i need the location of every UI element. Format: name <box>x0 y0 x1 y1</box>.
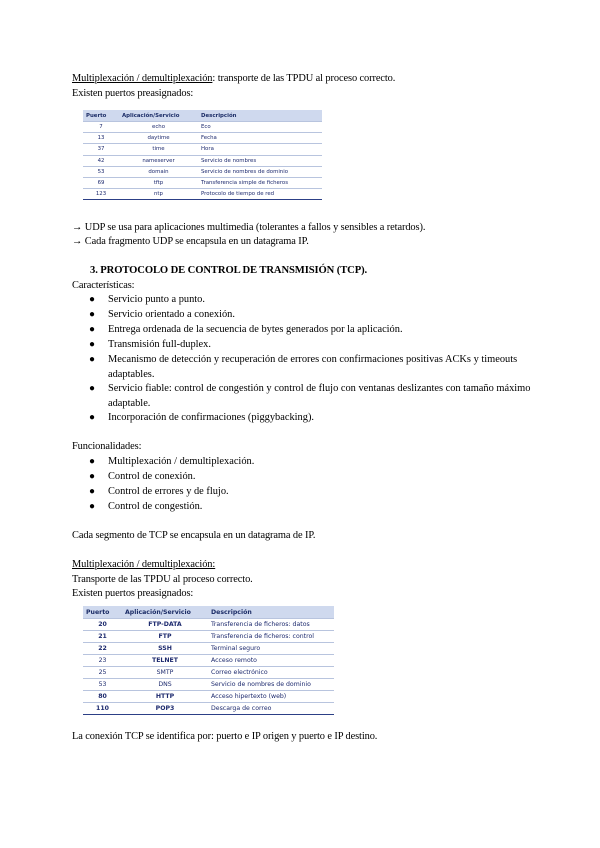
description-cell: Servicio de nombres de dominio <box>208 679 334 691</box>
table-row <box>83 655 334 667</box>
list-item: Servicio orientado a conexión. <box>108 309 235 320</box>
table-row <box>83 631 334 643</box>
mux-intro-line <box>72 72 395 86</box>
table-row <box>83 166 322 177</box>
column-header: Puerto <box>83 110 119 122</box>
table-row <box>83 679 334 691</box>
list-item: Servicio fiable: control de congestión y control de flujo con ventanas deslizantes con tamaño máximo adaptable. <box>108 383 531 409</box>
description-cell: Acceso remoto <box>208 655 334 667</box>
port-cell: 80 <box>83 691 122 703</box>
mux-title: Multiplexación / demultiplexación <box>72 73 213 84</box>
bullet-icon: ● <box>89 309 96 320</box>
port-cell: 37 <box>83 144 119 155</box>
table-header-row <box>83 606 334 619</box>
description-cell: Protocolo de tiempo de red <box>198 189 322 200</box>
port-cell: 23 <box>83 655 122 667</box>
description-cell: Correo electrónico <box>208 667 334 679</box>
bullet-icon: ● <box>89 412 96 423</box>
mux-line: Transporte de las TPDU al proceso correcto. <box>72 574 253 585</box>
mux-title-tcp: Multiplexación / demultiplexación: <box>72 559 216 570</box>
port-cell: 21 <box>83 631 122 643</box>
description-cell: Descarga de correo <box>208 703 334 715</box>
description-cell: Acceso hipertexto (web) <box>208 691 334 703</box>
ports-intro: Existen puertos preasignados: <box>72 88 194 99</box>
service-cell: tftp <box>119 177 198 188</box>
segment-line: Cada segmento de TCP se encapsula en un datagrama de IP. <box>72 530 316 541</box>
service-cell: daytime <box>119 133 198 144</box>
description-cell: Eco <box>198 122 322 133</box>
table-row <box>83 189 322 200</box>
table-row <box>83 177 322 188</box>
list-item: Transmisión full-duplex. <box>108 339 211 350</box>
description-cell: Transferencia de ficheros: control <box>208 631 334 643</box>
service-cell: POP3 <box>122 703 208 715</box>
description-cell: Servicio de nombres <box>198 155 322 166</box>
column-header: Descripción <box>208 606 334 619</box>
table-row <box>83 667 334 679</box>
service-cell: SMTP <box>122 667 208 679</box>
bullet-icon: ● <box>89 486 96 497</box>
bullet-icon: ● <box>89 339 96 350</box>
table-row <box>83 703 334 715</box>
service-cell: DNS <box>122 679 208 691</box>
udp-multimedia-line: → UDP se usa para aplicaciones multimedia (tolerantes a fallos y sensibles a retardos). <box>72 222 426 233</box>
closing-line: La conexión TCP se identifica por: puerto e IP origen y puerto e IP destino. <box>72 731 378 742</box>
port-cell: 53 <box>83 166 119 177</box>
bullet-icon: ● <box>89 354 96 365</box>
mux-title-rest: : transporte de las TPDU al proceso correcto. <box>212 73 396 84</box>
table-row <box>83 643 334 655</box>
port-cell: 42 <box>83 155 119 166</box>
description-cell: Fecha <box>198 133 322 144</box>
table-row <box>83 144 322 155</box>
description-cell: Transferencia simple de ficheros <box>198 177 322 188</box>
port-cell: 7 <box>83 122 119 133</box>
list-item: Control de conexión. <box>108 471 196 482</box>
column-header: Aplicación/Servicio <box>122 606 208 619</box>
table-row <box>83 133 322 144</box>
port-cell: 20 <box>83 619 122 631</box>
service-cell: HTTP <box>122 691 208 703</box>
list-item: Entrega ordenada de la secuencia de bytes generados por la aplicación. <box>108 324 403 335</box>
service-cell: domain <box>119 166 198 177</box>
table-row <box>83 122 322 133</box>
port-cell: 69 <box>83 177 119 188</box>
service-cell: ntp <box>119 189 198 200</box>
port-cell: 110 <box>83 703 122 715</box>
list-item: Multiplexación / demultiplexación. <box>108 456 255 467</box>
service-cell: SSH <box>122 643 208 655</box>
description-cell: Transferencia de ficheros: datos <box>208 619 334 631</box>
port-cell: 25 <box>83 667 122 679</box>
bullet-icon: ● <box>89 501 96 512</box>
column-header: Descripción <box>198 110 322 122</box>
udp-encapsulation-line: → Cada fragmento UDP se encapsula en un datagrama IP. <box>72 236 309 247</box>
service-cell: FTP-DATA <box>122 619 208 631</box>
bullet-icon: ● <box>89 456 96 467</box>
table-row <box>83 691 334 703</box>
port-cell: 22 <box>83 643 122 655</box>
bullet-icon: ● <box>89 324 96 335</box>
list-item: Control de errores y de flujo. <box>108 486 229 497</box>
bullet-icon: ● <box>89 383 96 394</box>
description-cell: Hora <box>198 144 322 155</box>
bullet-icon: ● <box>89 471 96 482</box>
ports-intro-tcp: Existen puertos preasignados: <box>72 588 194 599</box>
description-cell: Servicio de nombres de dominio <box>198 166 322 177</box>
port-cell: 123 <box>83 189 119 200</box>
port-cell: 53 <box>83 679 122 691</box>
service-cell: TELNET <box>122 655 208 667</box>
table-header-row <box>83 110 322 122</box>
characteristics-label: Características: <box>72 280 135 291</box>
service-cell: nameserver <box>119 155 198 166</box>
table-row <box>83 155 322 166</box>
table-row <box>83 619 334 631</box>
udp-ports-table <box>83 110 322 200</box>
list-item: Incorporación de confirmaciones (piggybacking). <box>108 412 315 423</box>
list-item: Servicio punto a punto. <box>108 294 205 305</box>
list-item: Control de congestión. <box>108 501 203 512</box>
list-item: Mecanismo de detección y recuperación de errores con confirmaciones positivas ACKs y timeouts adaptables. <box>108 354 518 380</box>
functionalities-label: Funcionalidades: <box>72 441 142 452</box>
section-heading: 3. PROTOCOLO DE CONTROL DE TRANSMISIÓN (TCP). <box>90 265 368 276</box>
port-cell: 13 <box>83 133 119 144</box>
bullet-icon: ● <box>89 294 96 305</box>
tcp-ports-table <box>83 606 334 715</box>
service-cell: echo <box>119 122 198 133</box>
service-cell: FTP <box>122 631 208 643</box>
service-cell: time <box>119 144 198 155</box>
description-cell: Terminal seguro <box>208 643 334 655</box>
column-header: Puerto <box>83 606 122 619</box>
column-header: Aplicación/Servicio <box>119 110 198 122</box>
